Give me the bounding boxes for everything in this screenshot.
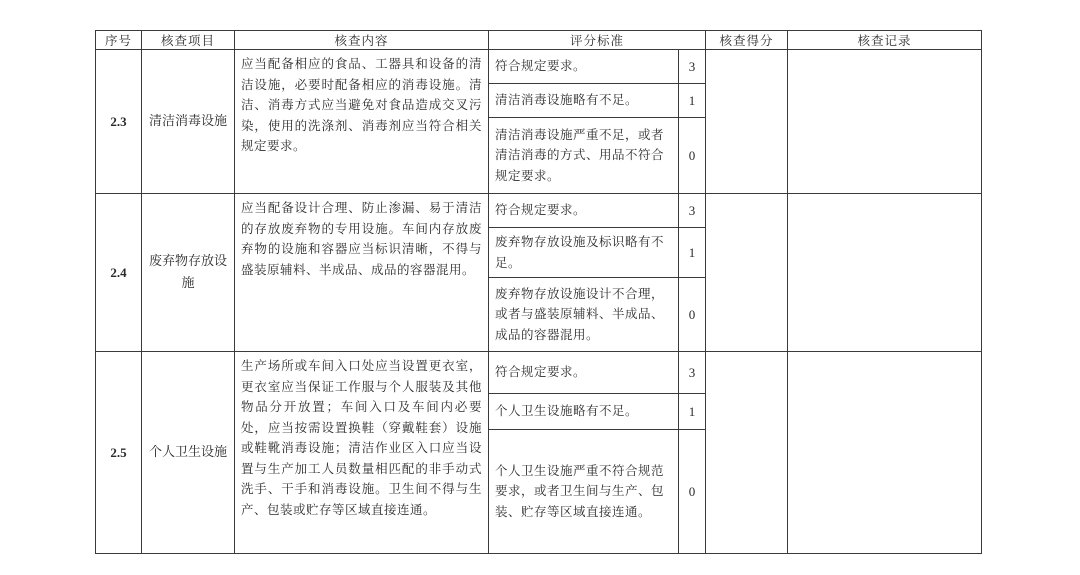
- record-cell[interactable]: [788, 194, 982, 352]
- header-record: 核查记录: [788, 31, 982, 50]
- score-cell[interactable]: [706, 50, 788, 194]
- criterion-points: 1: [679, 394, 706, 430]
- criterion-points: 3: [679, 194, 706, 228]
- check-content: 应当配备相应的食品、工器具和设备的清洁设施，必要时配备相应的消毒设施。清洁、消毒方式应当避免对食品造成交叉污染，使用的洗涤剂、消毒剂应当符合相关规定要求。: [235, 50, 489, 194]
- criterion-text: 个人卫生设施严重不符合规范要求，或者卫生间与生产、包装、贮存等区域直接连通。: [489, 430, 679, 554]
- inspection-table: [95, 30, 982, 554]
- check-item: 清洁消毒设施: [142, 50, 235, 194]
- header-content: 核查内容: [235, 31, 489, 50]
- score-cell[interactable]: [706, 352, 788, 554]
- check-item: 个人卫生设施: [142, 352, 235, 554]
- row-number: 2.4: [96, 194, 142, 352]
- criterion-text: 清洁消毒设施严重不足，或者清洁消毒的方式、用品不符合规定要求。: [489, 118, 679, 194]
- header-no: 序号: [96, 31, 142, 50]
- criterion-text: 符合规定要求。: [489, 50, 679, 84]
- row-number: 2.3: [96, 50, 142, 194]
- row-number: 2.5: [96, 352, 142, 554]
- check-item: 废弃物存放设施: [142, 194, 235, 352]
- header-standard: 评分标准: [489, 31, 706, 50]
- check-content: 生产场所或车间入口处应当设置更衣室，更衣室应当保证工作服与个人服装及其他物品分开放置；车间入口及车间内必要处，应当按需设置换鞋（穿戴鞋套）设施或鞋靴消毒设施；清洁作业区入口应当设置与生产加工人员数量相匹配的非手动式洗手、干手和消毒设施。卫生间不得与生产、包装或贮存等区域直接连通。: [235, 352, 489, 554]
- criterion-points: 0: [679, 430, 706, 554]
- criterion-points: 1: [679, 228, 706, 278]
- criterion-points: 3: [679, 352, 706, 394]
- criterion-points: 0: [679, 278, 706, 352]
- criterion-points: 1: [679, 84, 706, 118]
- criterion-text: 废弃物存放设施设计不合理，或者与盛装原辅料、半成品、成品的容器混用。: [489, 278, 679, 352]
- criterion-points: 0: [679, 118, 706, 194]
- header-item: 核查项目: [142, 31, 235, 50]
- criterion-text: 废弃物存放设施及标识略有不足。: [489, 228, 679, 278]
- criterion-text: 个人卫生设施略有不足。: [489, 394, 679, 430]
- criterion-text: 符合规定要求。: [489, 352, 679, 394]
- check-content: 应当配备设计合理、防止渗漏、易于清洁的存放废弃物的专用设施。车间内存放废弃物的设施和容器应当标识清晰，不得与盛装原辅料、半成品、成品的容器混用。: [235, 194, 489, 352]
- criterion-points: 3: [679, 50, 706, 84]
- table-row: [96, 352, 982, 394]
- header-score: 核查得分: [706, 31, 788, 50]
- criterion-text: 符合规定要求。: [489, 194, 679, 228]
- record-cell[interactable]: [788, 50, 982, 194]
- table-row: [96, 194, 982, 228]
- score-cell[interactable]: [706, 194, 788, 352]
- record-cell[interactable]: [788, 352, 982, 554]
- header-row: [96, 31, 982, 50]
- criterion-text: 清洁消毒设施略有不足。: [489, 84, 679, 118]
- table-row: [96, 50, 982, 84]
